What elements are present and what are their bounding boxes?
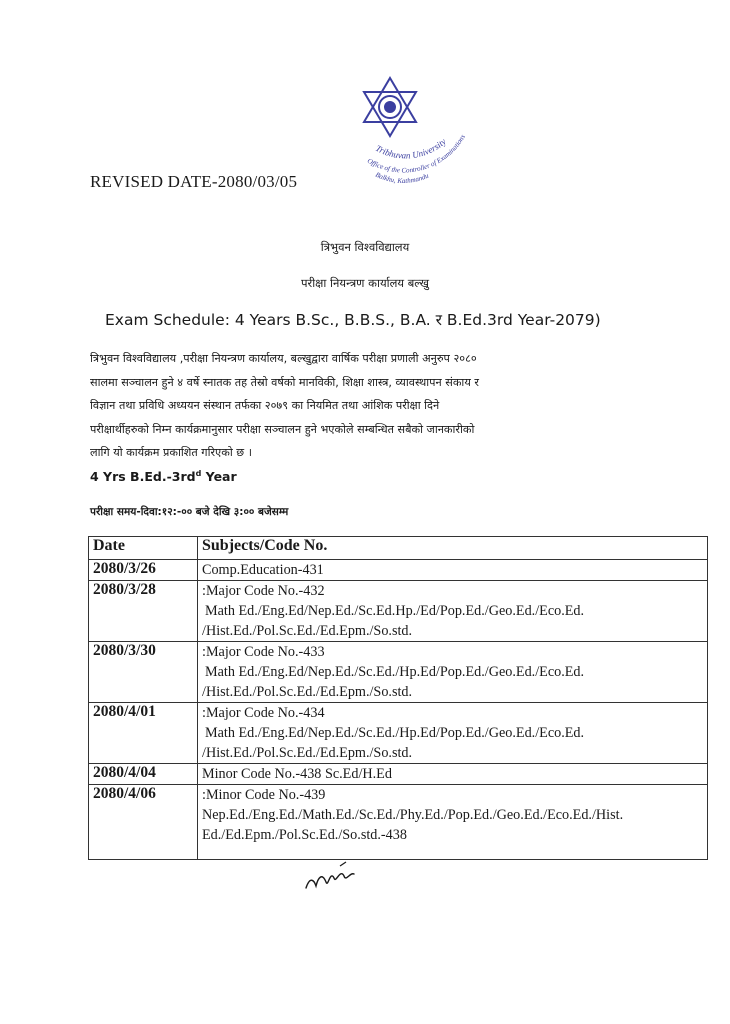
table-header-row [89, 537, 708, 560]
exam-date: 2080/3/26 [89, 560, 198, 581]
notice-line: सालमा सञ्चालन हुने ४ वर्षे स्नातक तह तेस्रो वर्षको मानविकी, शिक्षा शास्त्र, व्यावस्थापन संकाय र [90, 375, 479, 389]
subject-line: Math Ed./Eng.Ed/Nep.Ed./Sc.Ed./Hp.Ed/Pop.Ed./Geo.Ed./Eco.Ed. [205, 725, 585, 741]
subject-line: Ed./Ed.Epm./Pol.Sc.Ed./So.std.-438 [202, 827, 407, 843]
subject-cell [198, 764, 708, 785]
handwritten-signature [300, 858, 360, 898]
subject-line: Minor Code No.-438 Sc.Ed/H.Ed [202, 766, 392, 782]
subject-line: /Hist.Ed./Pol.Sc.Ed./Ed.Epm./So.std. [202, 623, 413, 639]
university-name-np: त्रिभुवन विश्वविद्यालय [320, 240, 410, 254]
exam-time: परीक्षा समय-दिवा:१२:-०० बजे देखि ३:०० बजेसम्म [90, 506, 289, 518]
seal-university-name: Tribhuvan University [373, 136, 448, 161]
seal-office-name: Office of the Controller of Examinations [365, 133, 467, 175]
notice-line: विज्ञान तथा प्रविधि अध्ययन संस्थान तर्फका २०७९ का नियमित तथा आंशिक परीक्षा दिने [90, 399, 440, 412]
subject-cell [198, 642, 708, 703]
section-heading [90, 469, 237, 484]
exam-date: 2080/3/30 [89, 642, 198, 703]
subject-line: :Major Code No.-433 [202, 644, 325, 660]
table-row [89, 764, 708, 785]
subject-line: Comp.Education-431 [202, 562, 324, 578]
notice-line: परीक्षार्थीहरुको निम्न कार्यक्रमानुसार परीक्षा सञ्चालन हुने भएकोले सम्बन्धित सबैको जानकारीको [90, 422, 475, 436]
section-heading-suffix: Year [201, 469, 237, 485]
revised-date: REVISED DATE-2080/03/05 [90, 172, 298, 191]
notice-line: लागि यो कार्यक्रम प्रकाशित गरिएको छ । [90, 446, 252, 459]
exam-date: 2080/4/01 [89, 703, 198, 764]
schedule-table [88, 536, 708, 860]
subject-line: Math Ed./Eng.Ed/Nep.Ed./Sc.Ed./Hp.Ed/Pop.Ed./Geo.Ed./Eco.Ed. [205, 664, 585, 680]
table-row [89, 703, 708, 764]
subject-cell [198, 703, 708, 764]
exam-date: 2080/4/04 [89, 764, 198, 785]
subject-line: /Hist.Ed./Pol.Sc.Ed./Ed.Epm./So.std. [202, 745, 413, 761]
exam-date: 2080/4/06 [89, 785, 198, 860]
date-column-header: Date [89, 537, 198, 560]
table-row [89, 785, 708, 860]
notice-line: त्रिभुवन विश्वविद्यालय ,परीक्षा नियन्त्रण कार्यालय, बल्खुद्वारा वार्षिक परीक्षा प्रणाली अनुरुप २०८० [90, 352, 477, 365]
subject-line: :Major Code No.-432 [202, 583, 325, 599]
subject-cell [198, 560, 708, 581]
section-heading-sup: d [195, 469, 202, 478]
university-seal-logo [345, 70, 475, 200]
table-row [89, 642, 708, 703]
subjects-column-header: Subjects/Code No. [198, 537, 708, 560]
subject-cell [198, 581, 708, 642]
notice-paragraph [90, 347, 650, 465]
office-name-np: परीक्षा नियन्त्रण कार्यालय बल्खु [300, 276, 430, 290]
subject-cell [198, 785, 708, 860]
subject-line: Math Ed./Eng.Ed/Nep.Ed./Sc.Ed.Hp./Ed/Pop.Ed./Geo.Ed./Eco.Ed. [205, 603, 585, 619]
section-heading-text: 4 Yrs B.Ed.-3rd [90, 469, 196, 485]
subject-line: /Hist.Ed./Pol.Sc.Ed./Ed.Epm./So.std. [202, 684, 413, 700]
subject-line: :Minor Code No.-439 [202, 787, 326, 803]
subject-line: :Major Code No.-434 [202, 705, 325, 721]
svg-text:Tribhuvan University [374, 136, 448, 160]
exam-date: 2080/3/28 [89, 581, 198, 642]
seal-location: Balkhu, Kathmandu [374, 170, 430, 186]
subject-line: Nep.Ed./Eng.Ed./Math.Ed./Sc.Ed./Phy.Ed./Pop.Ed./Geo.Ed./Eco.Ed./Hist. [202, 807, 624, 823]
exam-schedule-title: Exam Schedule: 4 Years B.Sc., B.B.S., B.A. र B.Ed.3rd Year-2079) [105, 311, 601, 329]
table-row [89, 560, 708, 581]
table-row [89, 581, 708, 642]
